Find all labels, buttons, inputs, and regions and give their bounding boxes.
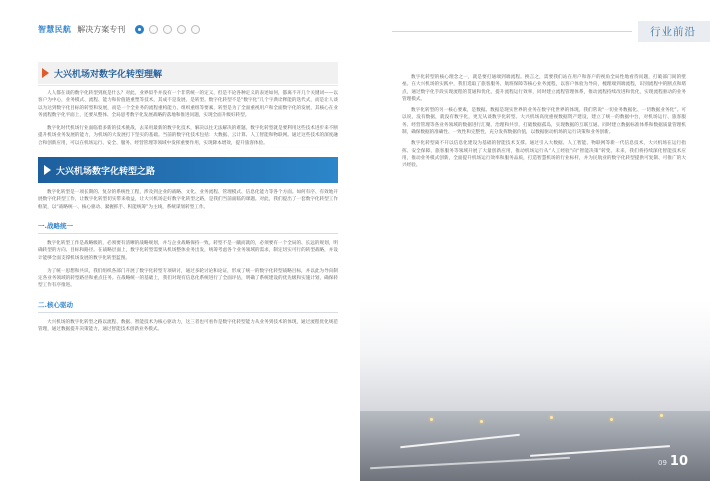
right-page — [402, 70, 686, 170]
sub1-para-1: 数字化转型工作是战略级的，必须要有清晰的战略规划，并与企业战略保持一致。转型不是一蹴而就的，必须要有一个全局的、长远的规划，明确转型的方向、目标和路径。在战略层面上，数字化转型需要从机场整体业务出发，统筹考虑各个业务领域的需求，制定切实可行的转型战略，并设计能够全面支撑机场发展的数字化转型蓝图。 — [38, 240, 338, 261]
right-para-2: 数字化转型的另一核心要素，是数据。数据是现实世界的业务在数字化世界的体现。我们常说“一切业务数据化、一切数据业务化”。可以说，没有数据，就没有数字化，更无从谈数字化转型。大兴机场高度重视数据资产建设，建立了统一的数据中台，对机场运行、旅客服务、经营管理等各业务领域的数据进行汇聚、治理和共享，打破数据孤岛，实现数据的互联互通。同时建立数据标准体系和数据质量管理机制，确保数据的准确性、一致性和完整性，充分发挥数据价值，以数据驱动机场的运行决策和业务创新。 — [402, 108, 686, 136]
section1-para-2: 数字化时代机场行业面临着多新的技术挑战，去采用最新的数字化技术，解决以往无法解决的难题。数字化转型就是要利用这些技术进步来不断提升机场业务发展的能力，为机场的大发展打下坚实的基础。当前的数字化技术包括：大数据、云计算、人工智能和物联网。通过这些技术的深度融合和创新应用，可以在机场运行、安全、服务、经营管理等领域中发挥重要作用，实现降本增效，提升旅客体验。 — [38, 126, 338, 146]
runway-light — [430, 418, 433, 421]
header-left — [38, 24, 200, 35]
issue-title: 解决方案专刊 — [77, 25, 126, 34]
runway-light — [660, 414, 663, 417]
home-icon[interactable] — [135, 25, 144, 34]
section2-banner — [38, 157, 338, 183]
right-para-1: 数字化转型的核心理念之一，就是要打通端到端流程。换言之，需要我们站在用户和客户的视角全局性地看待问题，打破部门间的壁垒。在大兴机场的实践中，我们选取了旅客服务、航班保障等核心业务流程，以客户体验为导向，梳理端到端流程，识别流程中的断点和堵点，通过数字化手段实现流程的贯通和优化，提升流程运行效率，同时建立流程管理体系，推动流程持续改进和优化，实现流程驱动的业务管理模式。 — [402, 75, 686, 102]
page-number-right: 10 — [669, 454, 688, 469]
right-para-3: 数字化转型离不开以信息化建设为基础的智能技术支撑。通过引入大数据、人工智能、物联网等新一代信息技术，大兴机场在运行指挥、安全保障、旅客服务等领域开展了大量创新应用，推动机场运行从“人工经验”向“智能决策”转变。未来，我们将持续深化智能技术应用，推动业务模式创新，全面提升机场运行效率和服务品质，打造智慧机场的行业标杆，并为民航业的数字化转型提供可复制、可推广的大兴经验。 — [402, 141, 686, 169]
runway-light — [610, 418, 613, 421]
section2-title: 大兴机场数字化转型之路 — [56, 166, 156, 177]
settings-icon[interactable] — [177, 25, 186, 34]
sub1-title: 一.战略统一 — [38, 221, 73, 230]
arrow-icon — [42, 68, 49, 78]
sub1-rule — [38, 233, 338, 234]
header-icon-group — [135, 25, 200, 34]
page-number-left: 09 — [657, 459, 667, 467]
header-rule — [392, 31, 632, 32]
sub2-title: 二.核心驱动 — [38, 300, 73, 309]
section-tag: 行业前沿 — [638, 21, 710, 42]
section1-title: 大兴机场对数字化转型理解 — [54, 69, 163, 80]
page-number — [658, 454, 688, 469]
runway-light — [480, 420, 483, 423]
folder-icon[interactable] — [163, 25, 172, 34]
sub2-para: 大兴机场的数字化转型之路以流程、数据、智能技术为核心驱动力，这三者也可看作是数字化转型能力从业务到技术的体现，通过流程优化规范管理，通过数据提升决策能力，通过智能技术创新业务模式。 — [38, 319, 338, 333]
grid-icon[interactable] — [191, 25, 200, 34]
arrow-icon — [44, 165, 51, 175]
section1-para-1: 人人都在谈的数字化转型到底是什么？对此，业界似乎并没有一个非常统一的定义，但是不论各种定义的表述如何，都离不开几个关键词——以客户为中心，业务模式、流程、能力和价值链重塑等技术，其成不是发展、是转型。数字化转型不是“数字化”几个字典诠释能的迭代式，而是让人谈以为达到数字化目标的转型和发展，而是一个全业务的流程重构能力、组织重组等要素，转型是为了全面重视用户和全面数字化的发展，其核心在业务流程数字化平面上，还要从整体、全局思考数字化发展战略的落地和推进问题，实现全面升级好转型。 — [38, 91, 338, 118]
section1-heading — [38, 62, 338, 84]
left-page — [38, 62, 338, 333]
runway-light — [550, 416, 553, 419]
section2-para: 数字化转型是一项长期的、复杂的系统性工程，涉及到企业的战略、文化、业务流程、管理模式、信息化能力等各个方面。如何有序、有效地开展数字化转型工作，让数字化转型切实带来收益，让大兴机场走好数字化转型之路，是我们当前面临的课题。对此，我们提出了一套数字化转型工作框架，以“战略统一、核心驱动、紧握抓手、积能统筹”为主线，系统谋划转型工作。 — [38, 190, 338, 210]
airport-runway-photo — [360, 300, 710, 481]
sub2-rule — [38, 312, 338, 313]
sub1-para-2: 为了统一思想和共识，我们组织各部门开展了数字化转型专项研讨，通过多轮讨论和论证，形成了统一的数字化转型战略目标，并以此为导向制定各业务领域的转型路径和重点任务。在战略统一的基础上，我们对现有信息化系统进行了全面评估，明确了系统建设的优先级和实施计划，确保转型工作有序推进。 — [38, 268, 338, 289]
header-right — [392, 20, 710, 42]
eye-icon[interactable] — [149, 25, 158, 34]
brand-title: 智慧民航 — [38, 25, 72, 34]
